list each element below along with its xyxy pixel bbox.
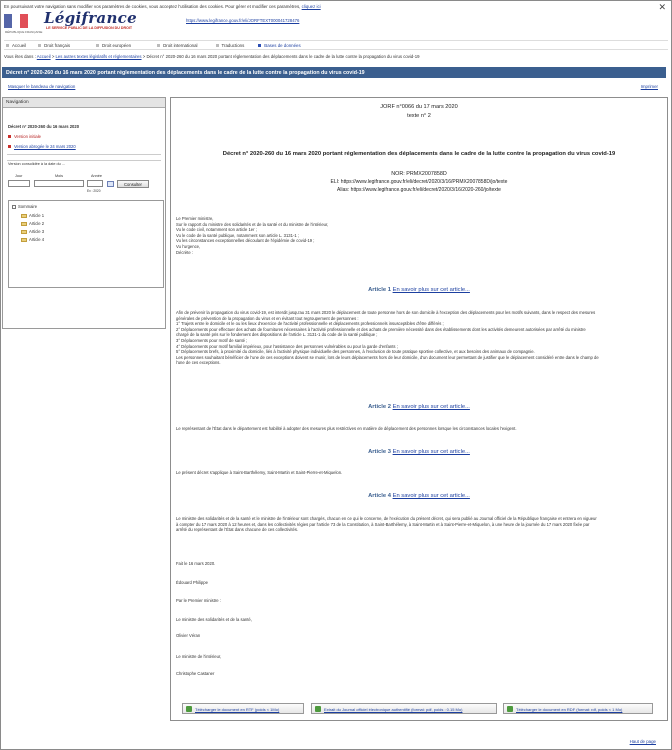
flag-caption: RÉPUBLIQUE FRANÇAISE [5, 30, 43, 34]
preamble [176, 216, 328, 255]
jour-label: Jour [15, 174, 23, 178]
tree-item-article-1[interactable] [21, 213, 44, 218]
article-4-body [176, 516, 666, 533]
signature-role-1: Par le Premier ministre : [176, 598, 221, 603]
tree-item-label: Article 2 [29, 221, 45, 226]
texte-number: texte n° 2 [407, 113, 431, 119]
article-line: l'une de ces exceptions. [176, 360, 221, 366]
navigation-panel [2, 97, 166, 329]
tree-root[interactable] [12, 204, 37, 209]
article-1-more-link[interactable]: En savoir plus sur cet article... [392, 287, 470, 293]
breadcrumb-sep-2: > [142, 54, 146, 59]
article-2-more-link[interactable]: En savoir plus sur cet article... [392, 404, 470, 410]
article-3-body [176, 470, 666, 476]
tree-item-label: Article 1 [29, 213, 45, 218]
annee-label: Année [91, 174, 102, 178]
tab-droit-europeen[interactable]: Droit européen [94, 41, 141, 49]
cookie-text: En poursuivant votre navigation sans modifier vos paramètres de cookies, vous acceptez l'utilisation des cookies. Pour gérer et modifier ces paramètres, [4, 4, 301, 9]
signature-name-3: Christophe Castaner [176, 671, 215, 676]
preamble-line: Le Premier ministre, [176, 216, 214, 221]
download-pdf-label: Extrait du Journal officiel électronique authentifié (format: pdf, poids : 0.15 Mo) [324, 707, 463, 712]
document-panel [170, 97, 668, 721]
signature-role-2: Le ministre des solidarités et de la santé, [176, 617, 252, 622]
article-line: Les personnes souhaitant bénéficier de l'une de ces exceptions doivent se munir, lors de leurs déplacements hors de leur domicile, d'un document leur permettant de justifier que le déplacement considéré entre dans le champ de [176, 354, 599, 360]
jorf-ref: JORF n°0066 du 17 mars 2020 [380, 104, 458, 110]
download-rdf-button[interactable] [503, 703, 653, 714]
article-4-title: Article 4 [368, 493, 391, 499]
folder-icon [21, 238, 27, 242]
main-tabs [4, 40, 668, 50]
signature-name-2: Olivier Véran [176, 633, 201, 638]
page-title: Décret n° 2020-260 du 16 mars 2020 portant réglementation des déplacements dans le cadre de la lutte contre la propagation du virus covid-19 [2, 67, 666, 78]
article-4-heading [171, 493, 667, 499]
tree-item-article-2[interactable] [21, 221, 44, 226]
article-2-body [176, 426, 666, 432]
mois-label: Mois [55, 174, 64, 178]
article-line: 1° Trajets entre le domicile et le ou les lieux d'exercice de l'activité professionnelle et déplacements professionnels insusceptibles d'être différés ; [176, 321, 444, 327]
breadcrumb-prefix: Vous êtes dans : [4, 54, 36, 59]
article-1-body [176, 310, 666, 366]
consolidated-label: Version consolidée à la date du ... [8, 162, 65, 166]
site-logo[interactable]: Légifrance [44, 9, 137, 27]
preamble-line: Sur le rapport du ministre des solidarités et de la santé et du ministre de l'intérieur, [176, 221, 329, 227]
breadcrumb [4, 54, 420, 59]
breadcrumb-home[interactable]: Accueil [36, 54, 51, 59]
preamble-line: Vu le code civil, notamment son article 1er ; [176, 227, 257, 233]
download-pdf-button[interactable] [311, 703, 497, 714]
tree-root-label: Sommaire [18, 204, 38, 209]
date-hint: Ex : 2020 [87, 189, 101, 193]
breadcrumb-sep-1: > [51, 54, 55, 59]
version-abrogee-label: Version abrogée le 24 mars 2020 [14, 144, 76, 149]
folder-icon [21, 214, 27, 218]
tab-droit-international[interactable]: Droit international [155, 41, 207, 49]
cookie-link[interactable]: cliquez ici [301, 4, 321, 9]
tab-traductions[interactable]: Traductions [214, 41, 255, 49]
download-icon [186, 706, 192, 712]
preamble-line: Décrète : [176, 249, 193, 255]
eli-link[interactable]: ELI: https://www.legifrance.gouv.fr/eli/decret/2020/3/16/PRMX2007858D/jo/texte [330, 179, 508, 185]
calendar-icon[interactable] [107, 181, 114, 187]
annee-input[interactable] [87, 180, 103, 187]
version-abrogee-link[interactable] [8, 144, 76, 149]
article-line: Le présent décret s'applique à Saint-Barthélemy, Saint-Martin et Saint-Pierre-et-Miquelon. [176, 470, 343, 475]
bullet-icon [8, 135, 11, 138]
close-icon[interactable]: ✕ [658, 2, 666, 12]
article-3-title: Article 3 [368, 449, 391, 455]
bullet-icon [8, 145, 11, 148]
mois-select[interactable] [34, 180, 84, 187]
divider [7, 154, 161, 155]
permalink[interactable]: https://www.legifrance.gouv.fr/eli/JORFTEXT000041728476 [186, 18, 300, 23]
tree-item-label: Article 3 [29, 229, 45, 234]
tab-droit-francais[interactable]: Droit français [36, 41, 80, 49]
consulter-button[interactable]: Consulter [117, 180, 149, 188]
article-line: Le ministre des solidarités et de la santé et le ministre de l'intérieur sont chargés, chacun en ce qui le concerne, de l'exécution du présent décret, qui sera publié au Journal officiel de la République française et entrera en vigueur [176, 516, 597, 521]
expand-icon[interactable] [12, 205, 16, 209]
divider [7, 160, 161, 161]
flag-icon [4, 14, 28, 28]
article-2-title: Article 2 [368, 404, 391, 410]
signature-name-1: Édouard Philippe [176, 580, 208, 585]
folder-icon [21, 230, 27, 234]
article-line: Afin de prévenir la propagation du virus covid-19, est interdit jusqu'au 31 mars 2020 le déplacement de toute personne hors de son domicile à l'exception des déplacements pour les motifs suivants, dans le respect des mesures [176, 310, 596, 315]
version-initiale-label: Version initiale [14, 134, 42, 139]
article-3-more-link[interactable]: En savoir plus sur cet article... [392, 449, 470, 455]
alias-link[interactable]: Alias: https://www.legifrance.gouv.fr/eli/decret/2020/3/16/2020-260/jo/texte [337, 187, 501, 193]
document-title: Décret n° 2020-260 du 16 mars 2020 portant réglementation des déplacements dans le cadre de la lutte contre la propagation du virus covid-19 [222, 151, 616, 157]
version-initiale-link[interactable] [8, 134, 41, 139]
download-rdf-label: Télécharger le document en RDF (format: rdf, poids < 1 Mo) [516, 707, 623, 712]
article-3-heading [171, 449, 667, 455]
tree-item-label: Article 4 [29, 237, 45, 242]
tree-item-article-3[interactable] [21, 229, 44, 234]
download-rtf-label: Télécharger le document en RTF (poids < 1Mo) [195, 707, 280, 712]
article-line: 5° Déplacements brefs, à proximité du domicile, liés à l'activité physique individuelle des personnes, à l'exclusion de toute pratique sportive collective, et aux besoins des animaux de compagnie. [176, 349, 535, 355]
breadcrumb-current: Décret n° 2020-260 du 16 mars 2020 portant réglementation des déplacements dans le cadre de la lutte contre la propagation du virus covid-19 [146, 54, 420, 59]
download-rtf-button[interactable] [182, 703, 304, 714]
jour-input[interactable] [8, 180, 30, 187]
tab-accueil[interactable]: Accueil [4, 41, 36, 49]
summary-tree [8, 200, 164, 288]
article-2-heading [171, 404, 667, 410]
print-link[interactable]: Imprimer [640, 84, 658, 89]
decree-title: Décret n° 2020-260 du 16 mars 2020 [8, 124, 80, 129]
preamble-line: Vu les circonstances exceptionnelles découlant de l'épidémie de covid-19 ; [176, 238, 315, 244]
article-1-heading [171, 287, 667, 293]
site-tagline: LE SERVICE PUBLIC DE LA DIFFUSION DU DROIT [46, 26, 133, 30]
article-1-title: Article 1 [368, 287, 391, 293]
download-icon [507, 706, 513, 712]
article-line: générales de prévention de la propagation du virus et en évitant tout regroupement de personnes : [176, 315, 359, 321]
hide-navigation-link[interactable]: Masquer le bandeau de navigation [8, 84, 76, 89]
download-icon [315, 706, 321, 712]
article-line: chargé de la santé pris sur le fondement des dispositions de l'article L. 3131-1 du code de la santé publique ; [176, 332, 378, 338]
article-line: à compter du 17 mars 2020 à 12 heures et, dans les collectivités régies par l'article 73 de la Constitution, à Saint-Barthélemy, à Saint-Martin et à Saint-Pierre-et-Miquelon, à une heure de la journée du 17 mars 2020 fixée par [176, 521, 590, 527]
article-line: 4° Déplacements pour motif familial impérieux, pour l'assistance des personnes vulnérables ou pour la garde d'enfants ; [176, 343, 398, 349]
article-4-more-link[interactable]: En savoir plus sur cet article... [392, 493, 470, 499]
nor-number: NOR: PRMX2007858D [391, 171, 447, 177]
navigation-heading: Navigation [3, 98, 165, 108]
signature-date: Fait le 16 mars 2020. [176, 561, 216, 566]
preamble-line: Vu le code de la santé publique, notamment son article L. 3131-1 ; [176, 232, 299, 238]
preamble-line: Vu l'urgence, [176, 243, 201, 249]
tab-bases-de-donnees[interactable]: Bases de données [256, 41, 310, 49]
article-line: 3° Déplacements pour motif de santé ; [176, 337, 248, 343]
article-line: 2° Déplacements pour effectuer des achats de fournitures nécessaires à l'activité professionnelle et des achats de première nécessité dans des établissements dont les activités demeurent autorisées par arrêté du ministre [176, 326, 586, 332]
breadcrumb-link[interactable]: Les autres textes législatifs et réglementaires [55, 54, 142, 59]
tree-item-article-4[interactable] [21, 237, 44, 242]
header-logo-area [4, 9, 164, 34]
article-line: Le représentant de l'État dans le département est habilité à adopter des mesures plus restrictives en matière de déplacement des personnes lorsque les circonstances locales l'exigent. [176, 426, 517, 431]
folder-icon [21, 222, 27, 226]
signature-role-3: Le ministre de l'intérieur, [176, 654, 222, 659]
article-line: arrêté du représentant de l'État dans chacune de ces collectivités. [176, 527, 299, 533]
back-to-top-link[interactable]: Haut de page [629, 739, 656, 744]
